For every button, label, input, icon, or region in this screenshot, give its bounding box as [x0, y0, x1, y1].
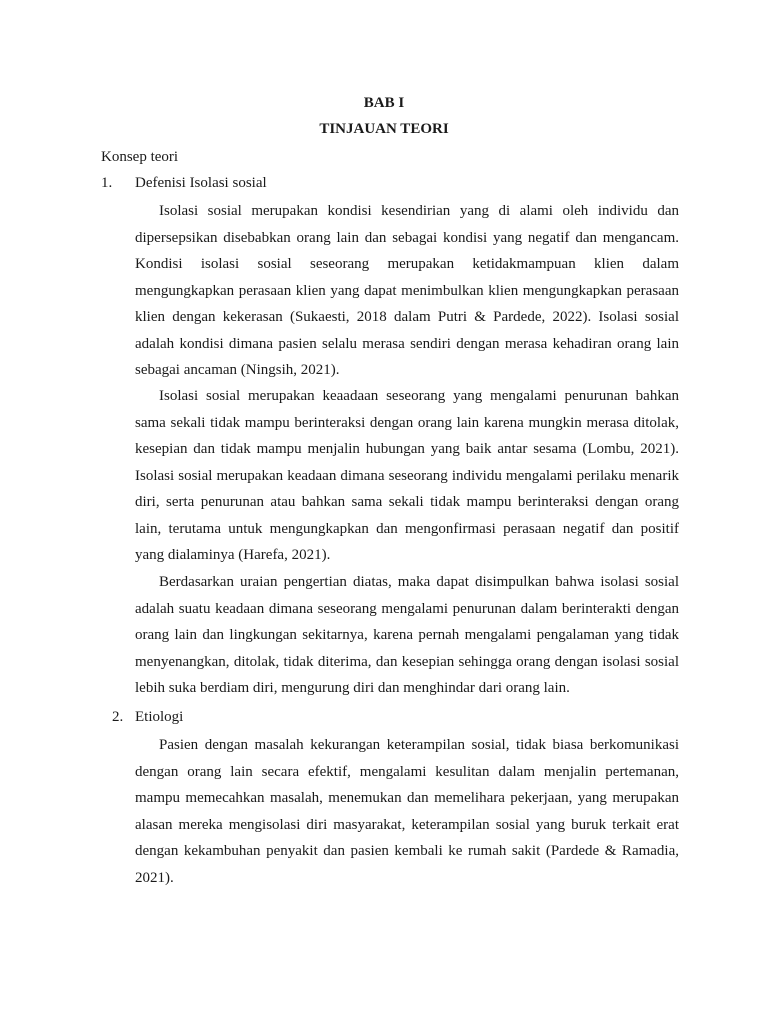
subsection-title: Etiologi — [135, 709, 184, 725]
section-title: Konsep teori — [101, 149, 179, 165]
chapter-title: TINJAUAN TEORI — [319, 121, 449, 137]
chapter-number: BAB I — [363, 95, 405, 111]
paragraph-definisi-3: Berdasarkan uraian pengertian diatas, maka dapat disimpulkan bahwa isolasi sosial adalah suatu keadaan dimana seseorang mengalami penurunan dalam berinterakti dengan orang lain dan lingkungan sekitarnya, karena pernah mengalami pengalaman yang tidak menyenangkan, ditolak, tidak diterima, dan kesepian sehingga orang dengan isolasi sosial lebih suka berdiam diri, mengurung diri dan menghindar dari orang lain. — [135, 574, 679, 696]
paragraph-definisi-1: Isolasi sosial merupakan kondisi kesendirian yang di alami oleh individu dan dipersepsikan disebabkan orang lain dan sebagai kondisi yang negatif dan mengancam. Kondisi isolasi sosial seseorang merupakan ketidakmampuan klien dalam mengungkapkan perasaan klien yang dapat menimbulkan klien mengungkapkan perasaan klien dengan kekerasan (Sukaesti, 2018 dalam Putri & Pardede, 2022). Isolasi sosial adalah kondisi dimana pasien selalu merasa sendiri dengan merasa kehadiran orang lain sebagai ancaman (Ningsih, 2021). — [135, 203, 679, 378]
paragraph-etiologi-1: Pasien dengan masalah kekurangan keterampilan sosial, tidak biasa berkomunikasi dengan orang lain secara efektif, mengalami kesulitan dalam menjalin pertemanan, mampu memecahkan masalah, menemukan dan memelihara pekerjaan, yang merupakan alasan mereka mengisolasi diri masyarakat, keterampilan sosial yang buruk terkait erat dengan kekambuhan penyakit dan pasien kembali ke rumah sakit (Pardede & Ramadia, 2021). — [135, 737, 679, 886]
subsection-title: Defenisi Isolasi sosial — [135, 175, 267, 191]
paragraph-definisi-2: Isolasi sosial merupakan keaadaan seseorang yang mengalami penurunan bahkan sama sekali tidak mampu berinteraksi dengan orang lain karena mungkin merasa ditolak, kesepian dan tidak mampu menjalin hubungan yang baik antar sesama (Lombu, 2021). Isolasi sosial merupakan keadaan dimana seseorang individu mengalami perilaku menarik diri, serta penurunan atau bahkan sama sekali tidak mampu berinteraksi dengan orang lain, terutama untuk mengungkapkan dan mengonfirmasi perasaan negatif dan positif yang dialaminya (Harefa, 2021). — [135, 388, 679, 563]
subsection-number: 1. — [101, 175, 113, 191]
subsection-number: 2. — [112, 709, 124, 725]
